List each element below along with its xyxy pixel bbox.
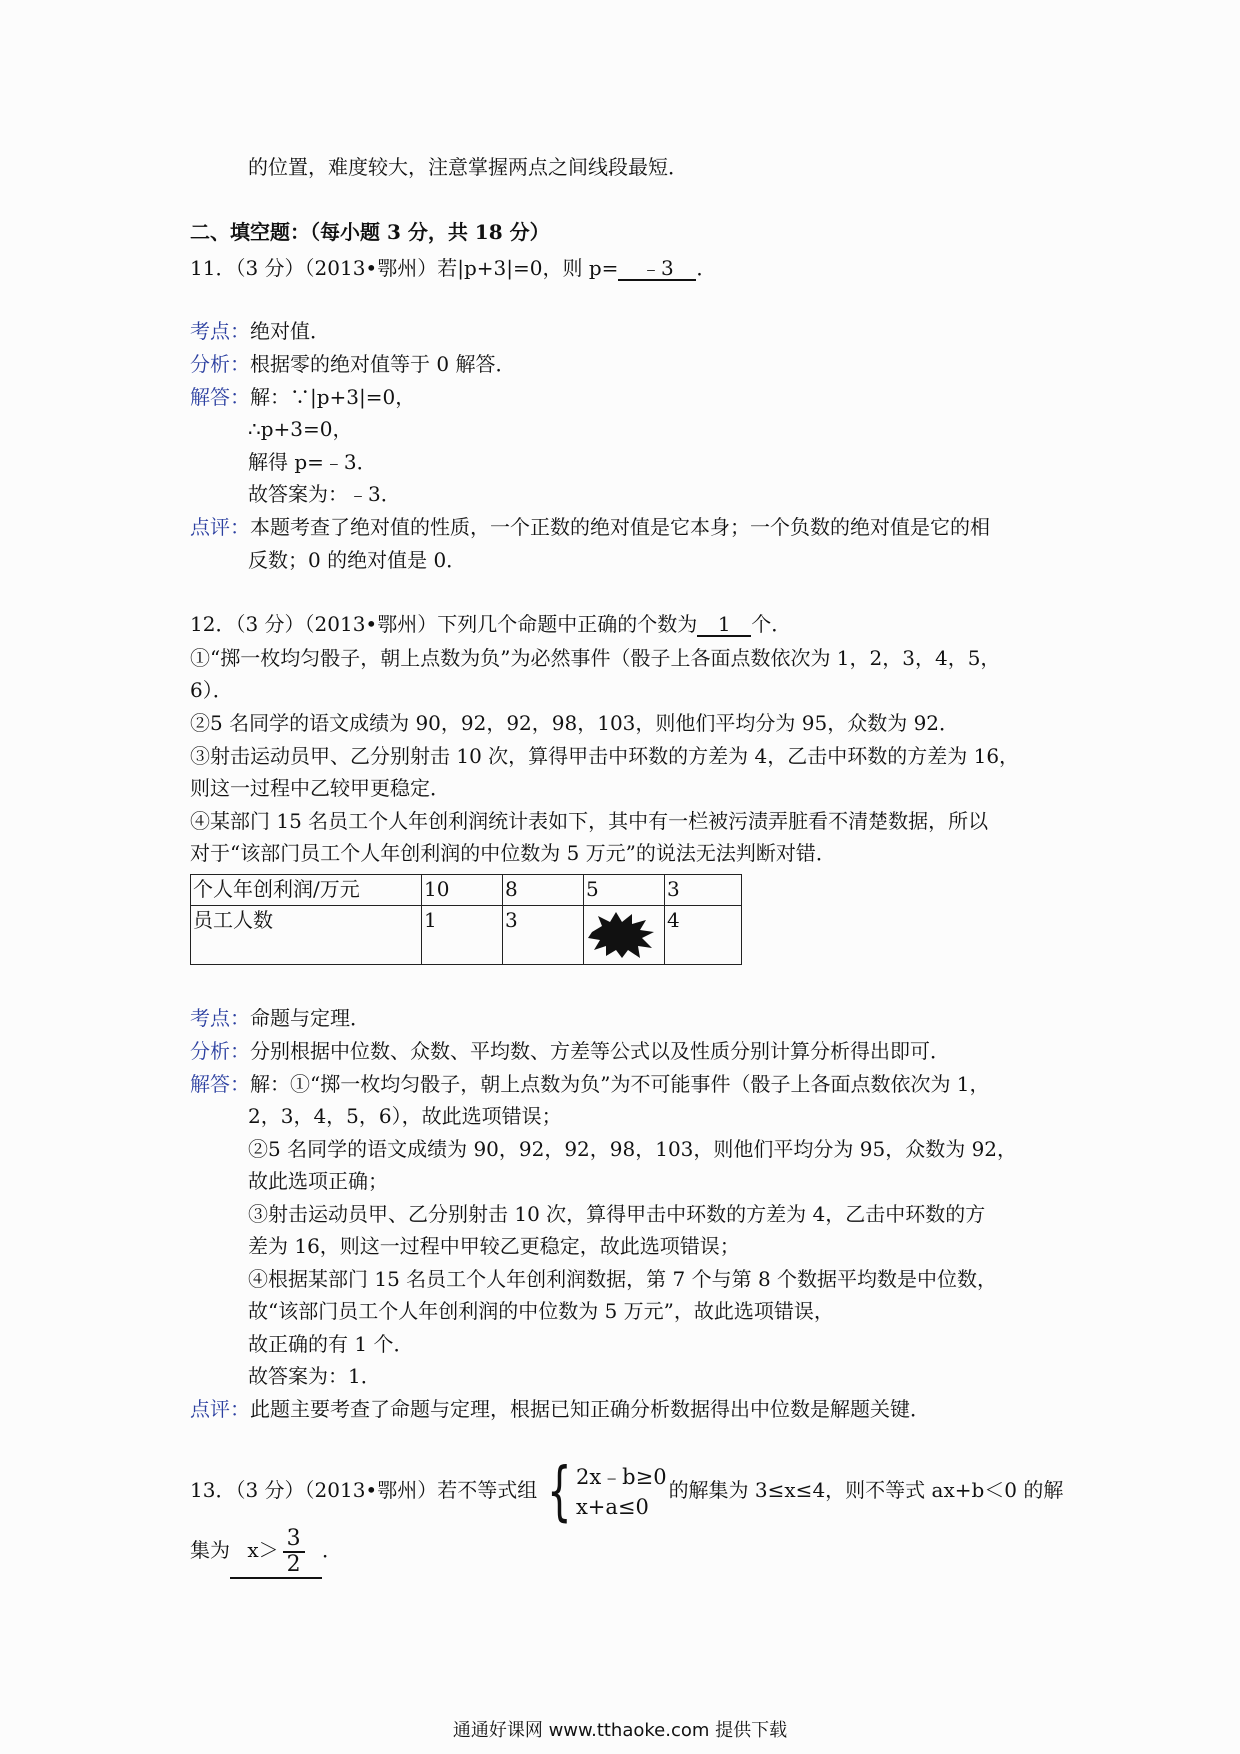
q12-item: 则这一过程中乙较甲更稳定．: [190, 776, 450, 800]
table-row: [191, 875, 742, 906]
section-title: 二、填空题：（每小题 3 分，共 18 分）: [190, 220, 550, 244]
q12-jieda-line: 差为 16，则这一过程中甲较乙更稳定，故此选项错误；: [248, 1234, 740, 1258]
q11-kaodian: 考点：绝对值．: [190, 319, 330, 343]
q11-answer: ﹣3: [618, 257, 696, 281]
q12-jieda-line: ②5 名同学的语文成绩为 90，92，92，98，103，则他们平均分为 95，众数为 92，: [248, 1137, 1018, 1161]
table-cell: 3: [503, 906, 584, 965]
q12-item: 6）．: [190, 678, 233, 702]
q12-jieda-line: 故此选项正确；: [248, 1169, 388, 1193]
q11-jieda-line: 解得 p=﹣3．: [248, 450, 377, 474]
q13-stem: 13．（3 分）（2013•鄂州）若不等式组 { 2x﹣b≥0 x+a≤0 的解集为 3≤x≤4，则不等式 ax+b＜0 的解: [190, 1454, 1064, 1529]
q12-answer: 1: [697, 613, 751, 637]
q12-jieda-line: 故“该部门员工个人年创利润的中位数为 5 万元”，故此选项错误，: [248, 1299, 834, 1323]
q12-kaodian: 考点：命题与定理．: [190, 1006, 370, 1030]
table-cell: 10: [422, 875, 503, 906]
q12-jieda-line: ③射击运动员甲、乙分别射击 10 次，算得甲击中环数的方差为 4，乙击中环数的方: [248, 1202, 986, 1226]
q12-fenxi: 分析：分别根据中位数、众数、平均数、方差等公式以及性质分别计算分析得出即可．: [190, 1039, 950, 1063]
ink-stain-icon: [586, 910, 658, 960]
stain-cell: [584, 906, 665, 965]
profit-table: [190, 874, 742, 965]
q11-jieda-line: ∴p+3=0，: [248, 417, 353, 441]
table-cell: 个人年创利润/万元: [191, 875, 422, 906]
q13-answer: x＞ $\frac{3}{2}$: [230, 1523, 322, 1579]
q11-dianping-line: 反数；0 的绝对值是 0．: [248, 548, 467, 572]
q12-item: ③射击运动员甲、乙分别射击 10 次，算得甲击中环数的方差为 4，乙击中环数的方差为 16，: [190, 744, 1020, 768]
inequality-system: { 2x﹣b≥0 x+a≤0: [547, 1454, 667, 1529]
q13-stem-cont: 集为 x＞ $\frac{3}{2}$ ．: [190, 1520, 342, 1580]
q12-jieda: 解答：解：①“掷一枚均匀骰子，朝上点数为负”为不可能事件（骰子上各面点数依次为 1，: [190, 1072, 990, 1096]
prev-analysis-tail: 的位置，难度较大，注意掌握两点之间线段最短．: [248, 155, 688, 179]
table-cell: 4: [665, 906, 742, 965]
q12-item: ①“掷一枚均匀骰子，朝上点数为负”为必然事件（骰子上各面点数依次为 1，2，3，4，5，: [190, 646, 1001, 670]
q12-jieda-line: ④根据某部门 15 名员工个人年创利润数据，第 7 个与第 8 个数据平均数是中位数，: [248, 1267, 998, 1291]
inequality-row: 2x﹣b≥0: [575, 1464, 667, 1489]
table-row: [191, 906, 742, 965]
table-cell: 员工人数: [191, 906, 422, 965]
q11-stem: 11．（3 分）（2013•鄂州）若|p+3|=0，则 p= ﹣3 ．: [190, 256, 717, 280]
q12-jieda-line: 2，3，4，5，6），故此选项错误；: [248, 1104, 562, 1128]
inequality-row: x+a≤0: [575, 1494, 649, 1519]
q12-item: ④某部门 15 名员工个人年创利润统计表如下，其中有一栏被污渍弄脏看不清楚数据，所以: [190, 809, 989, 833]
q11-fenxi: 分析：根据零的绝对值等于 0 解答．: [190, 352, 516, 376]
q12-jieda-line: 故正确的有 1 个．: [248, 1332, 414, 1356]
q12-item: ②5 名同学的语文成绩为 90，92，92，98，103，则他们平均分为 95，众数为 92．: [190, 711, 960, 735]
q12-item: 对于“该部门员工个人年创利润的中位数为 5 万元”的说法无法判断对错．: [190, 841, 836, 865]
table-cell: 5: [584, 875, 665, 906]
q12-jieda-line: 故答案为：1．: [248, 1364, 381, 1388]
q12-dianping: 点评：此题主要考查了命题与定理，根据已知正确分析数据得出中位数是解题关键．: [190, 1397, 930, 1421]
table-cell: 1: [422, 906, 503, 965]
q11-jieda-line: 故答案为：﹣3．: [248, 482, 401, 506]
q12-stem: 12．（3 分）（2013•鄂州）下列几个命题中正确的个数为 1 个．: [190, 612, 792, 636]
table-cell: 8: [503, 875, 584, 906]
footer-text: 通通好课网 www.tthaoke.com 提供下载: [452, 1720, 788, 1741]
q11-dianping: 点评：本题考查了绝对值的性质，一个正数的绝对值是它本身；一个负数的绝对值是它的相: [190, 515, 990, 539]
table-cell: 3: [665, 875, 742, 906]
fraction: $\frac{3}{2}$: [283, 1527, 305, 1577]
q11-jieda-label: 解答：解：∵|p+3|=0，: [190, 385, 416, 409]
